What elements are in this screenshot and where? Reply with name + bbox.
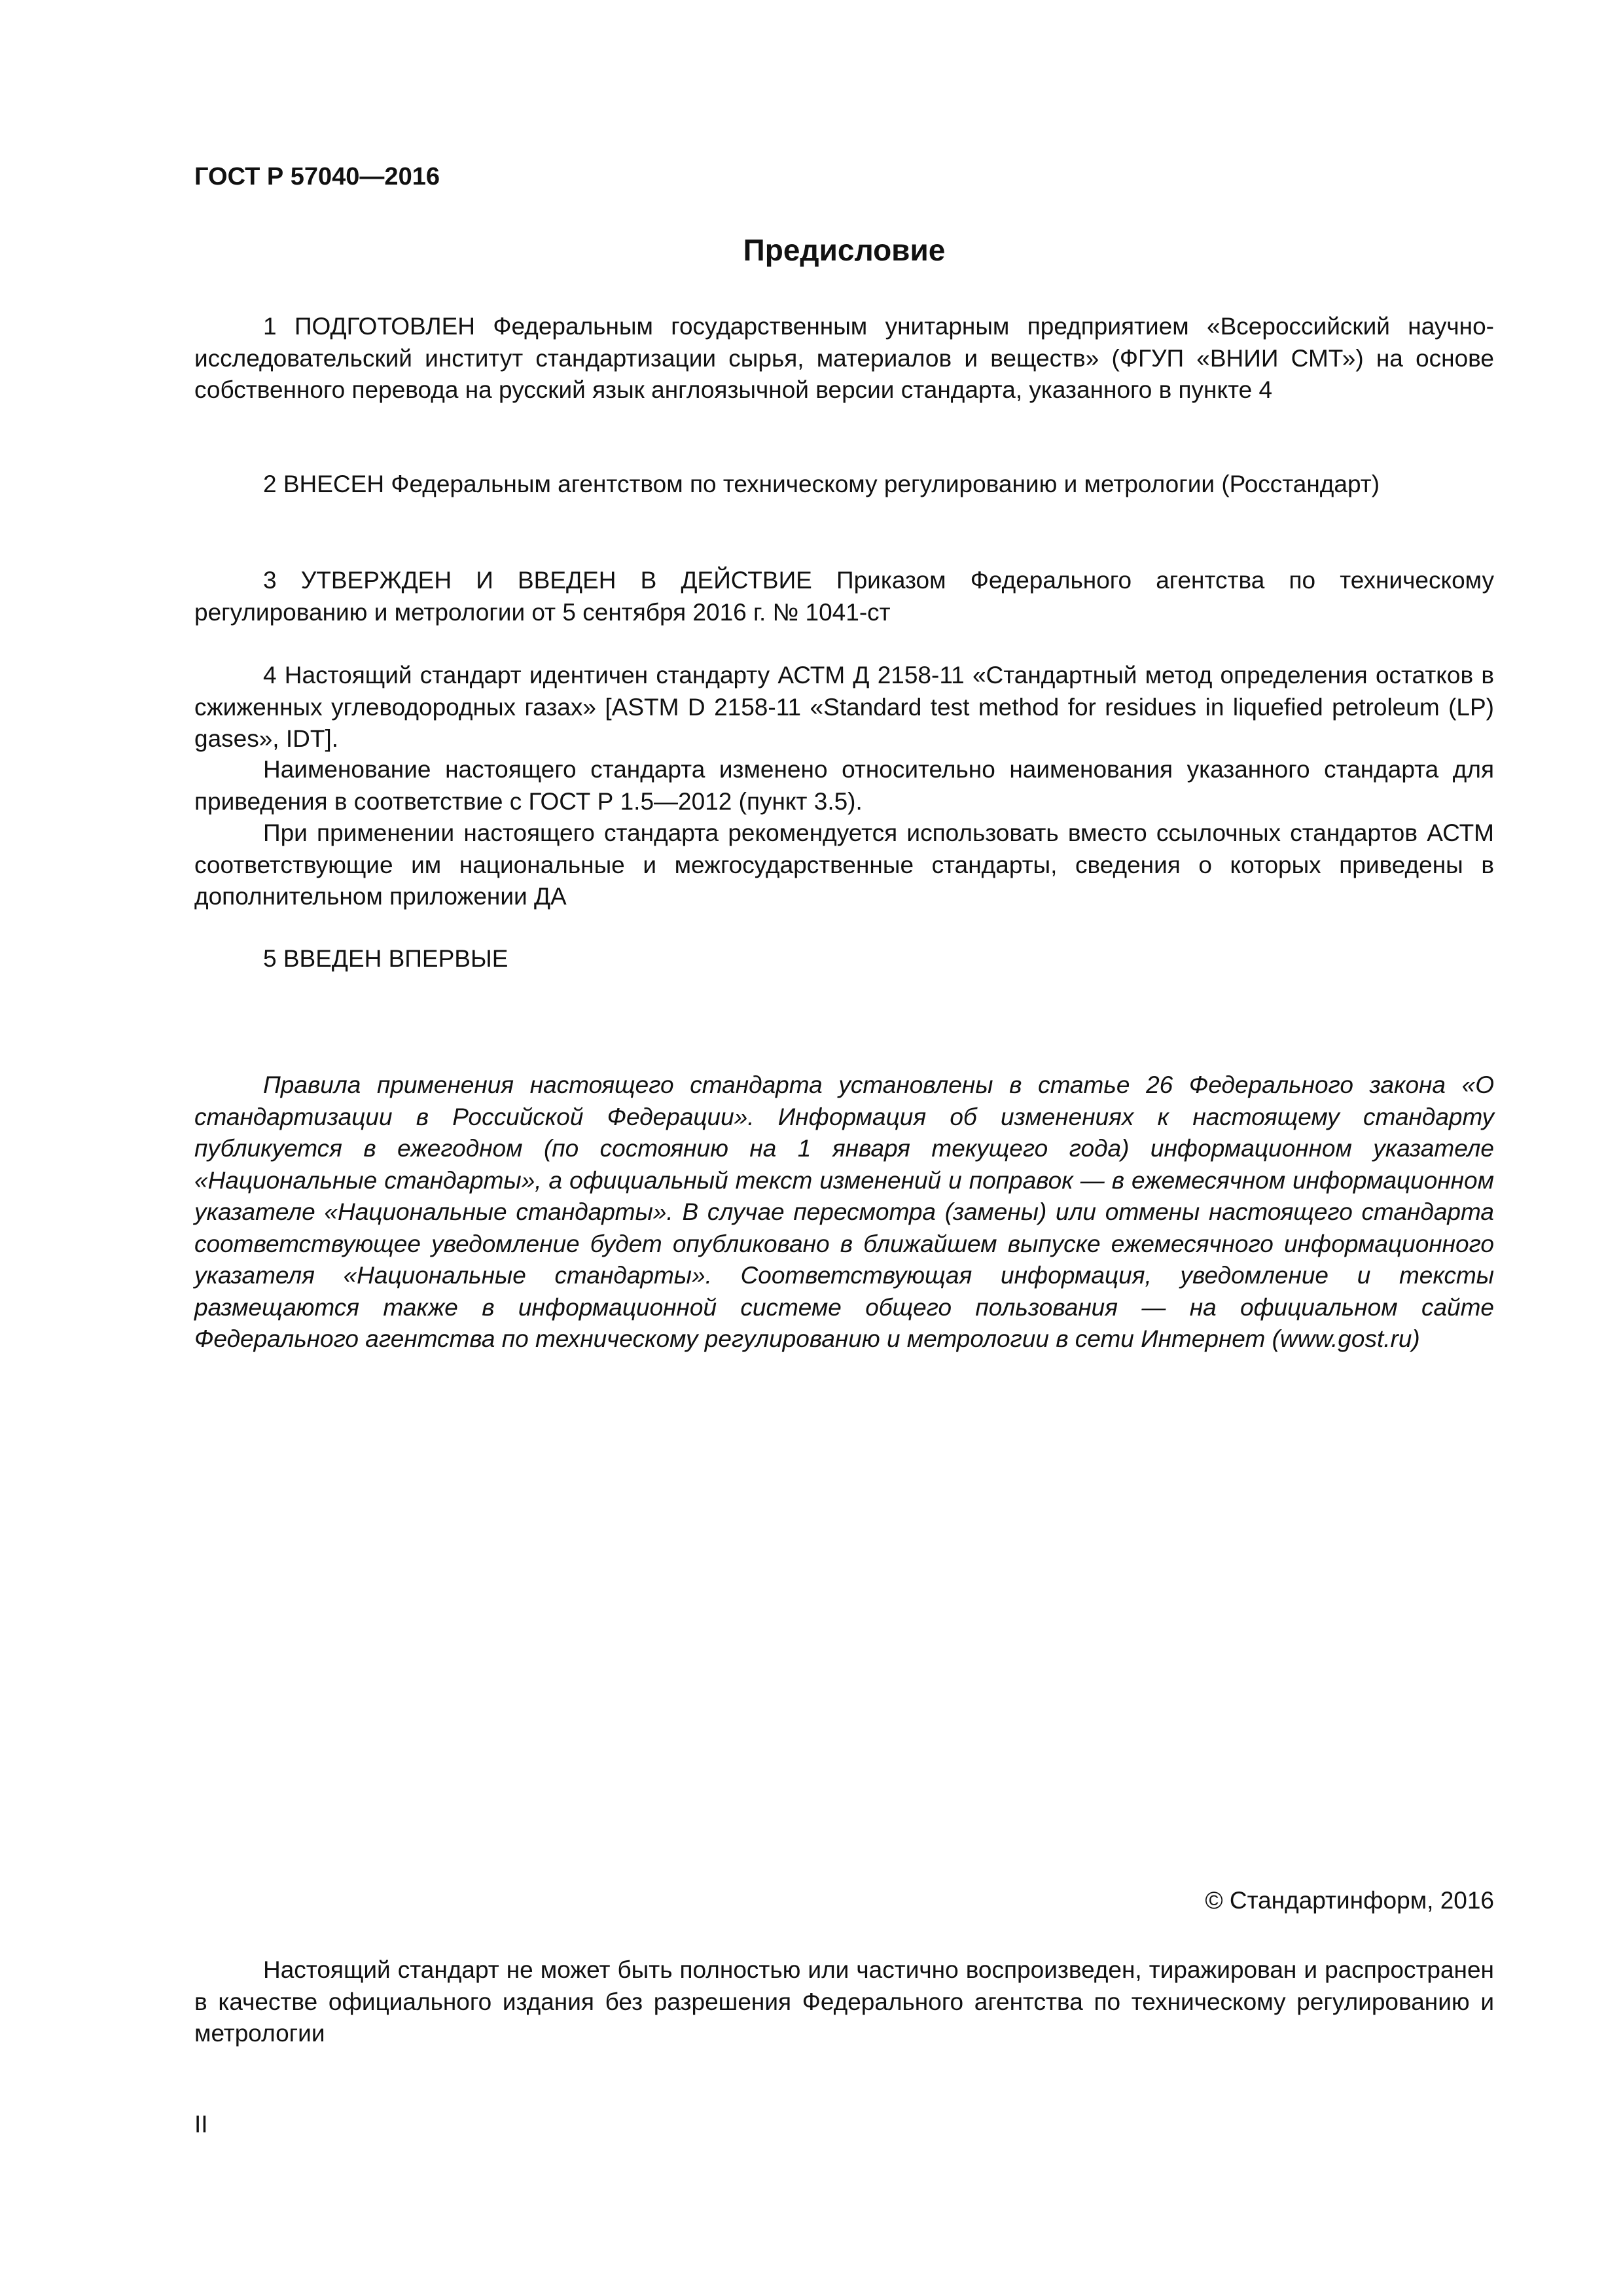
section-title: Предисловие [743,233,946,267]
page-number: II [194,2111,208,2138]
foreword-item-2: 2 ВНЕСЕН Федеральным агентством по техническому регулированию и метрологии (Росстандарт) [263,471,1380,497]
foreword-item-5: 5 ВВЕДЕН ВПЕРВЫЕ [263,945,508,972]
foreword-item-1: 1 ПОДГОТОВЛЕН Федеральным государственным унитарным предприятием «Всероссийский научно-исследовательский институт стандартизации сырья, материалов и веществ» (ФГУП «ВНИИ СМТ») на основе собственного перевода на русский язык англоязычной версии стандарта, указанного в пункте 4 [194,313,1494,403]
foreword-item-4: 4 Настоящий стандарт идентичен стандарту АСТМ Д 2158-11 «Стандартный метод определения остатков в сжиженных углеводородных газах» [ASTM D 2158-11 «Standard test method for residues in liquefied petroleum (LP) gases», IDT]. [194,662,1494,752]
copyright-line: © Стандартинформ, 2016 [1205,1887,1494,1914]
document-page [194,0,1494,2296]
foreword-item-3: 3 УТВЕРЖДЕН И ВВЕДЕН В ДЕЙСТВИЕ Приказом Федерального агентства по техническому регулированию и метрологии от 5 сентября 2016 г. № 1041-ст [194,567,1494,626]
foreword-item-4-name-note: Наименование настоящего стандарта изменено относительно наименования указанного стандарта для приведения в соответствие с ГОСТ Р 1.5—2012 (пункт 3.5). [194,756,1494,815]
document-code: ГОСТ Р 57040—2016 [194,163,440,190]
application-rules-notice: Правила применения настоящего стандарта установлены в статье 26 Федерального закона «О стандартизации в Российской Федерации». Информация об изменениях к настоящему стандарту публикуется в ежегодном (по состоянию на 1 января текущего года) информационном указателе «Национальные стандарты», а официальный текст изменений и поправок — в ежемесячном информационном указателе «Национальные стандарты». В случае пересмотра (замены) или отмены настоящего стандарта соответствующее уведомление будет опубликовано в ближайшем выпуске ежемесячного информационного указателя «Национальные стандарты». Соответствующая информация, уведомление и тексты размещаются также в информационной системе общего пользования — на официальном сайте Федерального агентства по техническому регулированию и метрологии в сети Интернет (www.gost.ru) [194,1071,1494,1352]
foreword-item-4-reference-note: При применении настоящего стандарта рекомендуется использовать вместо ссылочных стандартов АСТМ соответствующие им национальные и межгосударственные стандарты, сведения о которых приведены в дополнительном приложении ДА [194,819,1494,910]
reproduction-notice: Настоящий стандарт не может быть полностью или частично воспроизведен, тиражирован и распространен в качестве официального издания без разрешения Федерального агентства по техническому регулированию и метрологии [194,1956,1494,2047]
